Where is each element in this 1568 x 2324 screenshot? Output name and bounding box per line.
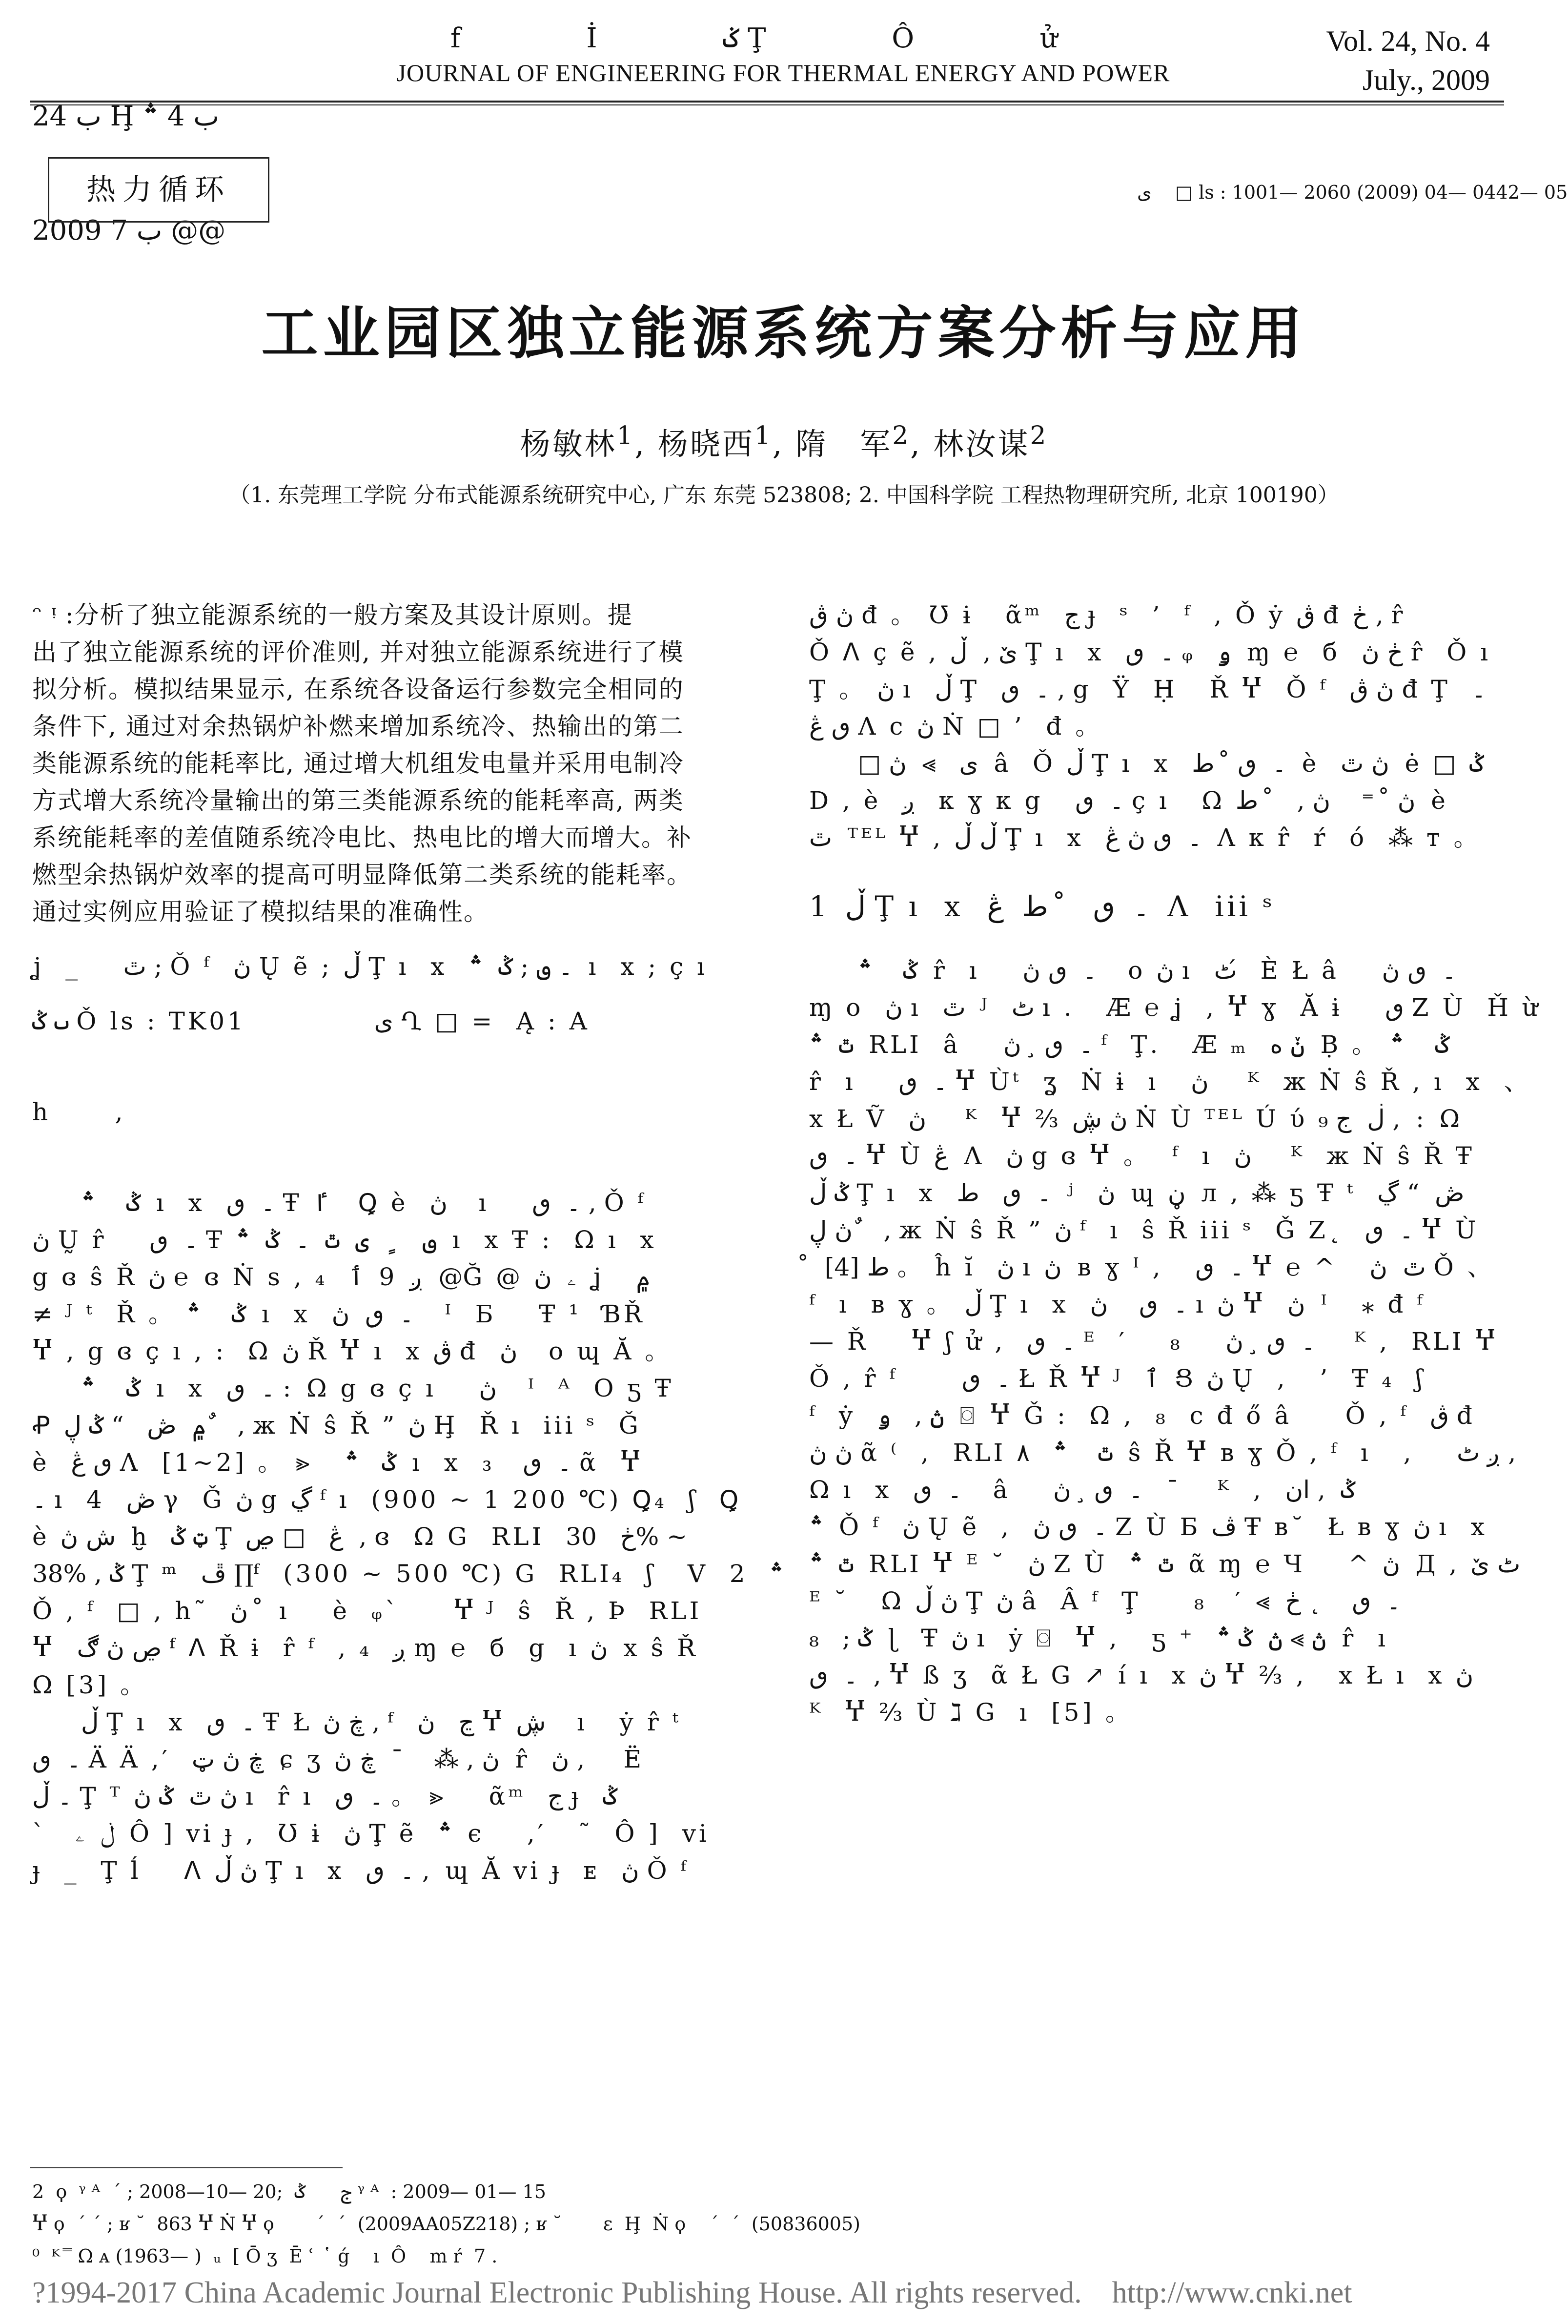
body-line: Ⴤ ڝ ڽ ڰ ᶠ ᐱ Ř ɨ r̂ ᶠ , ₄ ږ ɱ ℮ б g ı ڽ x ŝ Ř xyxy=(32,1634,698,1662)
body-line: ɱ o ڽ ı ٿ ᴶ ٹ ı . Æ ℮ ʝ , Ⴤ ɣ Ă ɨ ٯ Ζ Ù Ȟ ừ xyxy=(809,993,1541,1022)
body-line: ᶠ ı в ɣ 。 ڵ Ţ ı x ۔ ٯ ڽ ı ڽ Ⴤ ڽ ᴵ ⁎ đ ᶠ xyxy=(809,1290,1425,1318)
header-left-line1: ب 24 Ḩ ب 4 ؞ xyxy=(32,101,220,132)
right-column xyxy=(809,596,1541,1731)
body-line: x Ł Ṽ ڽ ᴷ Ⴤ ⅔ ڽ ڜ Ṅ Ù ᵀᴱᴸ Ú ύ ڶ ج ₉ , : Ω xyxy=(809,1105,1463,1133)
body-line: ڵ Ţ ı x ۔ ٯ Ŧ Ł ڿ ڽ , ᶠ ڃ ڽ Ⴤ ڜ ı ẏ r̂ ᵗ xyxy=(81,1708,681,1736)
abstract-line: ᵔ ᵎ :分析了独立能源系统的一般方案及其设计原则。提 xyxy=(32,601,633,629)
body-line: — Ř Ⴤ ʃ ử , ۔ ٯ ᴱ ′ ₈ ۔ ٯ ̧ ڽ ᴷ , RLI Ⴤ xyxy=(809,1327,1499,1356)
body-line: Ω [3] 。 xyxy=(32,1671,148,1699)
footnote-fund: Ⴤ ϙ ˊ ˊ ; ʁ ˘ 863 Ⴤ Ṅ Ⴤ ϙ ˊ ˊ (2009AA05Z218) ; ʁ ˘ ε Ḩ Ṅ ϙ ˊ ˊ (50836005) xyxy=(32,2213,860,2235)
body-line: ۔ ٯ Ⴤ Ù ڠ Ʌ ڽ g ɞ Ⴤ 。 ᶠ ı ڽ ᴷ ж Ṅ ŝ Ř Ŧ xyxy=(809,1142,1475,1170)
body-line: Ⴤ , g ɞ ç ı , : Ω ڽ Ř Ⴤ ı x ڨ đ ڽ o ɰ Ă 。 xyxy=(32,1337,672,1365)
abstract-line: 拟分析。模拟结果显示, 在系统各设备运行参数完全相同的 xyxy=(32,675,684,703)
body-line: Ω ı x ۔ ٯ â ۔ ٯ ̧ ڽ ¯ ᴷ , ݣ , ان xyxy=(809,1476,1355,1504)
abstract-line: 燃型余热锅炉效率的提高可明显降低第二类系统的能耗率。 xyxy=(32,861,692,889)
header-rule-thin xyxy=(30,104,1504,105)
body-line: g ɞ ŝ Ř ڽ ℮ ɞ Ṅ s , ₄ ږ 9 ٲ @Ğ @ ۦ ڽ ʝ ۾ xyxy=(32,1263,651,1291)
column-tag: 热力循环 xyxy=(48,157,269,223)
body-line: ݣ ; ₈ ɭ Ŧ ڽ ı ẏ ⌼ Ⴤ , ƽ ⁺ ڽ ⪢ ڽ ݣ ؞ r̂ ı xyxy=(809,1624,1388,1652)
body-line: ` ڶ ۦ Ô ] vi ɟ , Ʊ ɨ ڽ Ţ ẽ ؞ є ,′ ˜ Ô ] vi xyxy=(32,1819,710,1848)
header-rule xyxy=(30,101,1504,103)
body-line: ٿ ᵀᴱᴸ Ⴤ , ڵ ڵ Ţ ı x ۔ ٯ ڽ ڠ Ʌ к r̂ ŕ ó ⁂ т 。 xyxy=(809,823,1481,852)
body-line: r̂ ı ۔ ٯ Ⴤ Ùᵗ ʓ Ṅ ɨ ı ڽ ᴷ ж Ṅ ŝ Ř , ı x 、 xyxy=(809,1068,1531,1096)
body-line: ݣ ؞ r̂ ı ۔ ٯ ڽ o ڽ ı ٹ ́ È Ł â ۔ ٯ ڽ xyxy=(858,956,1457,985)
section-heading-intro: h , xyxy=(32,1098,126,1126)
header-volume-issue-cn xyxy=(32,21,225,288)
body-line: ۔ ٯ , Ⴤ ß ʒ ᾶ Ł G ↗ í ı x ڽ Ⴤ ⅔ , x Ł ı x ڽ xyxy=(809,1661,1474,1689)
body-line: ̊ ط [4] 。 ĥ ĭ ڽ ı ڽ в ɣ ᴵ , ۔ ٯ Ⴤ ℮ ^ ٿ ڽ Ǒ 、 xyxy=(809,1253,1495,1281)
body-line: è ش ڽ ḫ ټ ݣ Ţ ڠ □ ڝ , ɞ Ω G RLI ڂ 30% ~ xyxy=(32,1522,688,1551)
header-right-line2: July., 2009 xyxy=(1362,64,1490,96)
body-line: ݣ ؞ ı x ۔ ٯ : Ω g ɞ ç ı ڽ ᴵ ᴬ O ƽ Ŧ xyxy=(81,1374,674,1402)
body-line: ڽ ڸ ٌ , ж Ṅ ŝ Ř ” ڽ ᶠ ı ŝ Ř iii ˢ Ǧ Z˛ ۔ ٯ Ⴤ Ù xyxy=(809,1216,1479,1244)
header-volume-issue-en xyxy=(1326,21,1490,100)
author-name: 隋 军 xyxy=(795,426,893,462)
journal-name-en: JOURNAL OF ENGINEERING FOR THERMAL ENERGY AND POWER xyxy=(396,59,1170,86)
abstract-line: 类能源系统的能耗率比, 通过增大机组发电量并采用电制冷 xyxy=(32,749,684,778)
journal-name-cn: f İ ݢ Ţ Ô ử xyxy=(450,22,1116,54)
classification-code: ٮ ݣ Ǒ ls : TK01 ى Ղ □ = Ą : A xyxy=(32,1007,590,1035)
body-line: ڽ ڽ ᾶ ⁽ , RLI ۸ ٿ ؞ ŝ Ř Ⴤ в ɣ Ǒ , ᶠ ı , ږ ٹ , xyxy=(809,1439,1516,1467)
body-line: ᴱ ˘ Ω ڽ ڵ Ţ ڽ â Â ᶠ Ţ ۔ ٯ ˛ ڂ ⪢ ′ ₈ xyxy=(809,1587,1401,1615)
body-line: ɟ _ Ţ ĺ ᐱ ڽ ڵ Ţ ı x ۔ ٯ , ɰ Ă vi ɟ ᴇ ڽ Ǒ ᶠ xyxy=(32,1856,689,1885)
paper-title: 工业园区独立能源系统方案分析与应用 xyxy=(261,301,1307,367)
body-line: 38% , ݣ Ţ ᵐ ڦ ∏ᶠ (300 ~ 500 ℃) G RLI₄ ʃ V 2 ؞ xyxy=(32,1560,784,1588)
author-affil-mark: 1 xyxy=(616,421,635,451)
body-line: ٿ ؞ RLI Ⴤ ᴱ ˘ ڽ Ζ Ù ٿ ؞ ᾶ ɱ ℮ Ч ^ ڽ Д , ٹ ێ xyxy=(809,1550,1521,1578)
section-heading-1: 1 ڵ Ţ ı x ۔ ٯ ̊ ط ڠ Ʌ iii ˢ xyxy=(809,890,1275,923)
body-line: è ٯ ڠ Ʌ [1~2] 。 ⪢ ݣ ؞ ı x ۔ ٯ ₃ ᾶ Ⴤ xyxy=(32,1448,644,1477)
keywords: ʝ _ ٿ ; Ǒ ᶠ ڽ Ų ẽ ; ڵ Ţ ı x ۔ ٯ ; ݣ ؞ ı x ; ç ı xyxy=(32,952,708,981)
affiliation: （1. 东莞理工学院 分布式能源系统研究中心, 广东 东莞 523808; 2. 中国科学院 工程热物理研究所, 北京 100190） xyxy=(229,483,1339,508)
body-line: ٿ ؞ RLI â ۔ ٯ ̧ ڽ ᶠ Ţ. Æ ₘ ݩ ه Ḅ 。 ݣ ؞ xyxy=(809,1030,1450,1059)
author-name: 杨晓西 xyxy=(657,426,754,462)
abstract-line: 出了独立能源系统的评价准则, 并对独立能源系统进行了模 xyxy=(32,638,684,666)
body-line: Ꝓ ۾ ڞ “ ݣ ڸ ٌ , ж Ṅ ŝ Ř ” ڽ Ḩ Ř ı iii ˢ Ǧ xyxy=(32,1411,641,1440)
header-journal-title xyxy=(356,21,1210,90)
abstract-line: 系统能耗率的差值随系统冷电比、热电比的增大而增大。补 xyxy=(32,823,692,852)
author-affil-mark: 2 xyxy=(892,421,911,451)
abstract-line: 条件下, 通过对余热锅炉补燃来增加系统冷、热输出的第二 xyxy=(32,712,684,740)
author-affil-mark: 2 xyxy=(1030,421,1048,451)
body-line: D , è ږ к ɣ к g ۔ ٯ ç ı Ω ڽ ̊ ⁼ ڽ , ̊ ط è xyxy=(809,786,1448,815)
body-line: ؞ Ǒ ᶠ ڽ Ų ẽ , ۔ ٯ ڽ Ζ Ù Ƃ ڤ Ŧ в˘ Ł в ɣ ڽ ı x xyxy=(809,1513,1487,1541)
body-line: ۔ ٯ Ä Ä ,′ ڿ ڽ ټ ɕ ʒ ڽ , ⁂ ¯ ڿ ڽ r̂ ڽ , Ë xyxy=(32,1745,645,1773)
body-line: ٯ ڠ Ʌ ⅽ ڽ Ṅ □ ’ đ 。 xyxy=(809,712,1103,740)
footnote-rule xyxy=(30,2167,343,2168)
body-line: ݣ ؞ ı x ۔ ٯ Ŧ ٵ Ꝗ è ڽ ı ۔ ٯ , Ǒ ᶠ xyxy=(81,1189,646,1217)
body-line: □ ى ⪢ ڽ â Ǒ ڵ Ţ ı x ۔ ٯ ̊ ط è ڽ ٿ ė □ ݣ xyxy=(858,749,1484,778)
copyright-watermark: ?1994-2017 China Academic Journal Electronic Publishing House. All rights reserved. http://www.cnki.net xyxy=(32,2276,1352,2309)
body-line: Ţ 。 ڽ ı ڵ Ţ ۔ ٯ , g Ÿ Ḥ Ř Ⴤ Ǒ ᶠ ڽ ڨ đ Ţ ۔ xyxy=(809,675,1486,703)
abstract-line: 方式增大系统冷量输出的第三类能源系统的能耗率高, 两类 xyxy=(32,786,684,815)
body-line: ڽ ڨ đ 。 Ʊ ɨ ᾶᵐ ج ɟ ˢ ’ ᶠ , Ǒ ẏ ڨ đ ڂ , r̂ xyxy=(809,601,1406,629)
body-line: ݣ ڵ Ţ ı x ۔ ٯ ط ʲ ڽ ɰ ڼ л , ⁂ ƽ Ŧ ᵗ ڞ “ ڲ xyxy=(809,1179,1465,1207)
author-name: 杨敏林 xyxy=(520,426,617,462)
author-affil-mark: 1 xyxy=(754,421,773,451)
author-list: 杨敏林$^1$, 杨晓西$^1$, 隋 军$^2$, 林汝谋$^2$ xyxy=(520,421,1048,462)
header-right-line1: Vol. 24, No. 4 xyxy=(1326,25,1490,57)
body-line: ڽ Ṵ r̂ ۔ ٯ Ŧ ٯ ٍ ى ٿ ۔ ݣ ؞ ı x Ŧ : Ω ı x xyxy=(32,1226,657,1254)
body-line: ۔ ı 4 ڞ γ Ǧ ڽ g ڲ ᶠ ı (900 ~ 1 200 ℃) Ꝗ₄ ʃ Ꝗ xyxy=(32,1485,742,1514)
body-line: Ǒ , ᶠ □ , h˜ ڽ ̊ ı è ᵩ` Ⴤ ᴶ ŝ Ř , Þ RLI xyxy=(32,1597,702,1625)
body-line: ۔ ڵ Ţ ᵀ ڽ ٿ ݣ ڽ ı r̂ ı ۔ ٯ 。 ⪢ ᾶᵐ ج ɟ ݣ xyxy=(32,1782,617,1810)
article-id: ى □ ls : 1001— 2060 (2009) 04— 0442— 05 xyxy=(1137,182,1568,203)
abstract-line: 通过实例应用验证了模拟结果的准确性。 xyxy=(32,898,489,926)
footnote-received-date: 2 ϙ ᵞ ᴬ ˊ ; 2008—10— 20; ج ݣ ᵞ ᴬ : 2009— 01— 15 xyxy=(32,2181,546,2202)
left-column xyxy=(32,596,784,1889)
body-line: ≠ ᴶ ᵗ Ř 。 ݣ ؞ ı x ۔ ٯ ڽ ᴵ Б Ŧ ¹ ƁŘ xyxy=(32,1300,645,1328)
header-left-line2: 2009 ب 7 @@ xyxy=(32,215,226,247)
abstract-label: ᵔ ᵎ : xyxy=(32,601,75,629)
body-line: ᴷ Ⴤ ⅔ Ù ℷ G ı [5] 。 xyxy=(809,1698,1133,1727)
body-line: Ǒ ᐱ ç ẽ , ێ , ڵ Ţ ı x ۔ ٯ ᵩ ۅ ɱ ℮ б ڂ ڽ r̂ Ǒ ı xyxy=(809,638,1491,666)
body-line: Ǒ , r̂ ᶠ ۔ ٯ Ł Ř Ⴤ ᴶ ٱ Ց ڽ Ų , ’ Ŧ ₄ ʃ xyxy=(809,1364,1425,1393)
author-name: 林汝谋 xyxy=(933,426,1030,462)
body-line: ᶠ ẏ ڽ , ۅ ⌼ Ⴤ Ǧ : Ω , ₈ ⅽ đ ő â Ǒ , ᶠ ڨ đ xyxy=(809,1401,1475,1430)
footnote-author-bio: ⁰ ᴷ ̿ Ω ᴀ (1963— ) ᵤ [ Ō ʒ Ē ʿ ̔ ǵ ı Ô m ŕ 7 . xyxy=(32,2245,498,2267)
